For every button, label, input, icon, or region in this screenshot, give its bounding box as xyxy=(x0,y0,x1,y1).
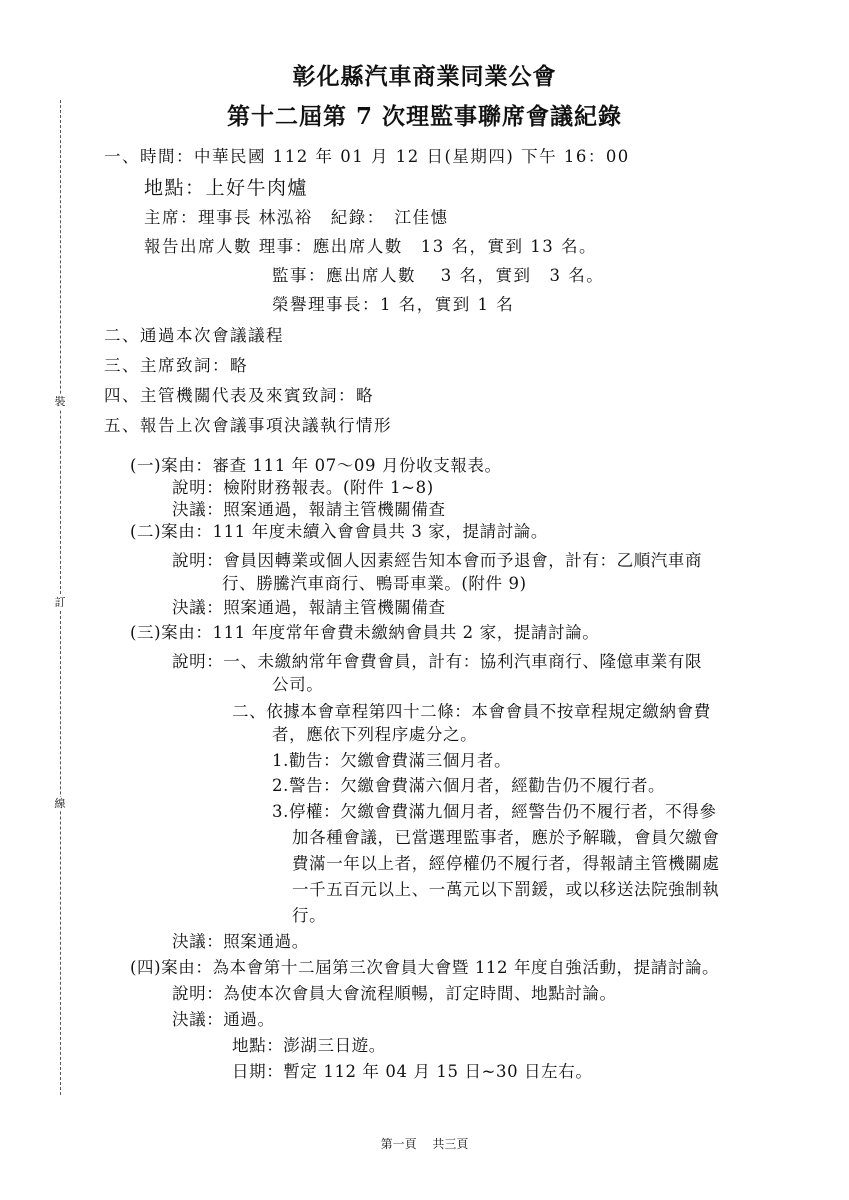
attendance-supervisors: 監事：應出席人數 3 名，實到 3 名。 xyxy=(272,266,605,285)
case-3-subject: (三)案由：111 年度常年會費未繳納會員共 2 家，提請討論。 xyxy=(130,623,600,642)
case-3-note-line-3: 二、依據本會章程第四十二條：本會會員不按章程規定繳納會費 xyxy=(232,702,711,721)
case-3-note-line-6: 2.警告：欠繳會費滿六個月者，經勸告仍不履行者。 xyxy=(272,776,666,795)
document-title: 第十二屆第 7 次理監事聯席會議紀錄 xyxy=(226,103,623,130)
case-1-subject: (一)案由：審查 111 年 07～09 月份收支報表。 xyxy=(130,456,502,475)
binding-mark-zhuang: 裝 xyxy=(54,395,66,408)
case-3-note-line-11: 行。 xyxy=(292,906,327,925)
agenda-item-4: 四、主管機關代表及來賓致詞：略 xyxy=(104,386,374,405)
meeting-place: 地點：上好牛肉爐 xyxy=(144,177,309,199)
page-total: 共三頁 xyxy=(432,1137,469,1151)
case-1-note: 說明：檢附財務報表。(附件 1~8) xyxy=(172,478,434,497)
case-3-note-line-9: 費滿一年以上者，經停權仍不履行者，得報請主管機關處 xyxy=(292,854,720,873)
case-3-note-line-1: 說明：一、未繳納常年會費會員，計有：協利汽車商行、隆億車業有限 xyxy=(172,652,703,671)
case-2-note-line-1: 說明：會員因轉業或個人因素經告知本會而予退會，計有：乙順汽車商 xyxy=(172,551,703,570)
binding-mark-ding: 訂 xyxy=(54,596,66,609)
agenda-item-5: 五、報告上次會議事項決議執行情形 xyxy=(104,416,392,435)
case-2-subject: (二)案由：111 年度未續入會會員共 3 家，提請討論。 xyxy=(130,522,549,541)
case-3-note-line-5: 1.勸告：欠繳會費滿三個月者。 xyxy=(272,751,512,770)
binding-mark-xian: 線 xyxy=(54,797,66,810)
page-number: 第一頁 xyxy=(380,1137,417,1151)
case-4-place: 地點：澎湖三日遊。 xyxy=(232,1036,386,1055)
case-2-resolution: 決議：照案通過，報請主管機關備查 xyxy=(172,598,446,617)
attendance-directors: 報告出席人數 理事：應出席人數 13 名，實到 13 名。 xyxy=(144,237,597,256)
case-4-resolution: 決議：通過。 xyxy=(172,1010,275,1029)
case-3-note-line-7: 3.停權：欠繳會費滿九個月者，經警告仍不履行者，不得參 xyxy=(272,802,717,821)
case-4-note: 說明：為使本次會員大會流程順暢，訂定時間、地點討論。 xyxy=(172,984,617,1003)
agenda-item-2: 二、通過本次會議議程 xyxy=(104,326,284,345)
meeting-time: 一、時間：中華民國 112 年 01 月 12 日(星期四) 下午 16：00 xyxy=(104,147,630,166)
agenda-item-3: 三、主席致詞：略 xyxy=(104,356,248,375)
case-3-note-line-8: 加各種會議，已當選理監事者，應於予解職，會員欠繳會 xyxy=(292,828,720,847)
page-footer xyxy=(0,1135,849,1152)
case-3-note-line-10: 一千五百元以上、一萬元以下罰鍰，或以移送法院強制執 xyxy=(292,880,720,899)
organization-name: 彰化縣汽車商業同業公會 xyxy=(292,63,557,90)
meeting-chair: 主席：理事長 林泓裕 紀錄： 江佳憓 xyxy=(144,208,449,227)
case-3-resolution: 決議：照案通過。 xyxy=(172,932,309,951)
case-4-subject: (四)案由：為本會第十二屆第三次會員大會暨 112 年度自強活動，提請討論。 xyxy=(130,958,720,977)
case-3-note-line-4: 者，應依下列程序處分之。 xyxy=(272,725,478,744)
attendance-honorary: 榮譽理事長：1 名，實到 1 名 xyxy=(272,295,515,314)
case-3-note-line-2: 公司。 xyxy=(272,675,324,694)
case-1-resolution: 決議：照案通過，報請主管機關備查 xyxy=(172,500,446,519)
case-4-date: 日期：暫定 112 年 04 月 15 日~30 日左右。 xyxy=(232,1062,593,1081)
case-2-note-line-2: 行、勝騰汽車商行、鴨哥車業。(附件 9) xyxy=(222,574,527,593)
